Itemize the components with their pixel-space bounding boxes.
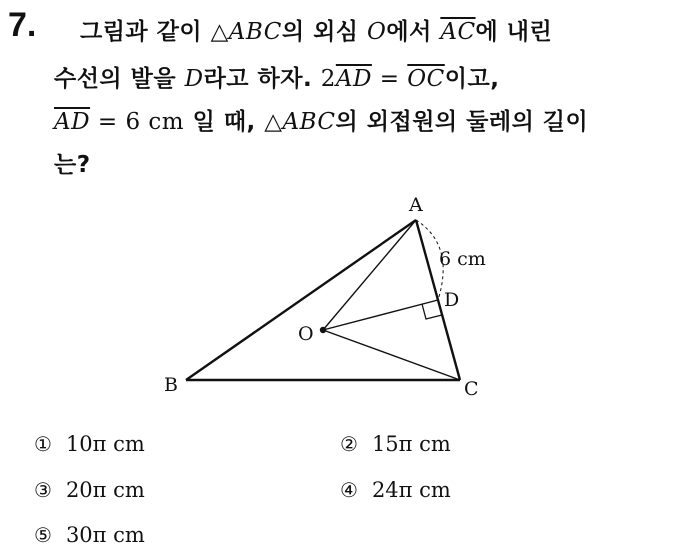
point-o: O [367,19,387,45]
question-number: 7. [8,6,37,44]
choice-text: 30π cm [65,523,145,547]
text: 에 내린 [475,19,553,45]
question-line-4: 는? [54,152,91,178]
label-b: B [164,374,178,396]
length-value: = 6 cm [90,109,185,135]
text: 에서 [386,19,441,45]
text: 의 외접원의 둘레의 길이 [335,109,589,135]
choice-text: 10π cm [65,432,145,456]
choice-marker: ③ [34,478,52,502]
text: 일 때, [184,109,265,135]
choice-5[interactable] [34,523,145,547]
text: 의 외심 [281,19,368,45]
choice-marker: ② [340,432,358,456]
question-line-1 [80,13,552,46]
label-length: 6 cm [439,248,486,270]
text: 그림과 같이 [80,19,211,45]
segment-oc [323,330,460,380]
label-a: A [409,194,423,216]
segment-oc: $\overline{OC}$ [407,66,445,92]
choice-3[interactable] [34,478,145,502]
label-o: O [298,323,314,345]
text: 라고 하자. [203,66,321,92]
point-d: D [184,66,204,92]
segment-ad: $\overline{AD}$ [335,66,372,92]
segment-ac: $\overline{AC}$ [440,19,476,45]
choice-text: 24π cm [371,478,451,502]
segment-od [323,300,438,330]
choice-marker: ⑤ [34,523,52,547]
choice-text: 15π cm [371,432,451,456]
text: 이고, [444,66,500,92]
choice-4[interactable] [340,478,451,502]
triangle-abc: △ABC [264,109,336,135]
label-d: D [444,289,460,311]
coefficient: 2 [320,66,336,92]
text: 수선의 발을 [54,66,185,92]
side-ab [186,220,416,380]
question-line-2 [54,60,499,93]
question-line-3 [54,103,588,136]
choice-marker: ④ [340,478,358,502]
choice-text: 20π cm [65,478,145,502]
point-o-dot [320,327,326,333]
choice-1[interactable] [34,432,145,456]
label-c: C [464,378,479,400]
triangle-abc: △ABC [210,19,282,45]
choice-2[interactable] [340,432,451,456]
equals-sign: = [371,66,408,92]
segment-ad: $\overline{AD}$ [54,109,91,135]
choice-marker: ① [34,432,52,456]
triangle-figure [150,185,530,410]
